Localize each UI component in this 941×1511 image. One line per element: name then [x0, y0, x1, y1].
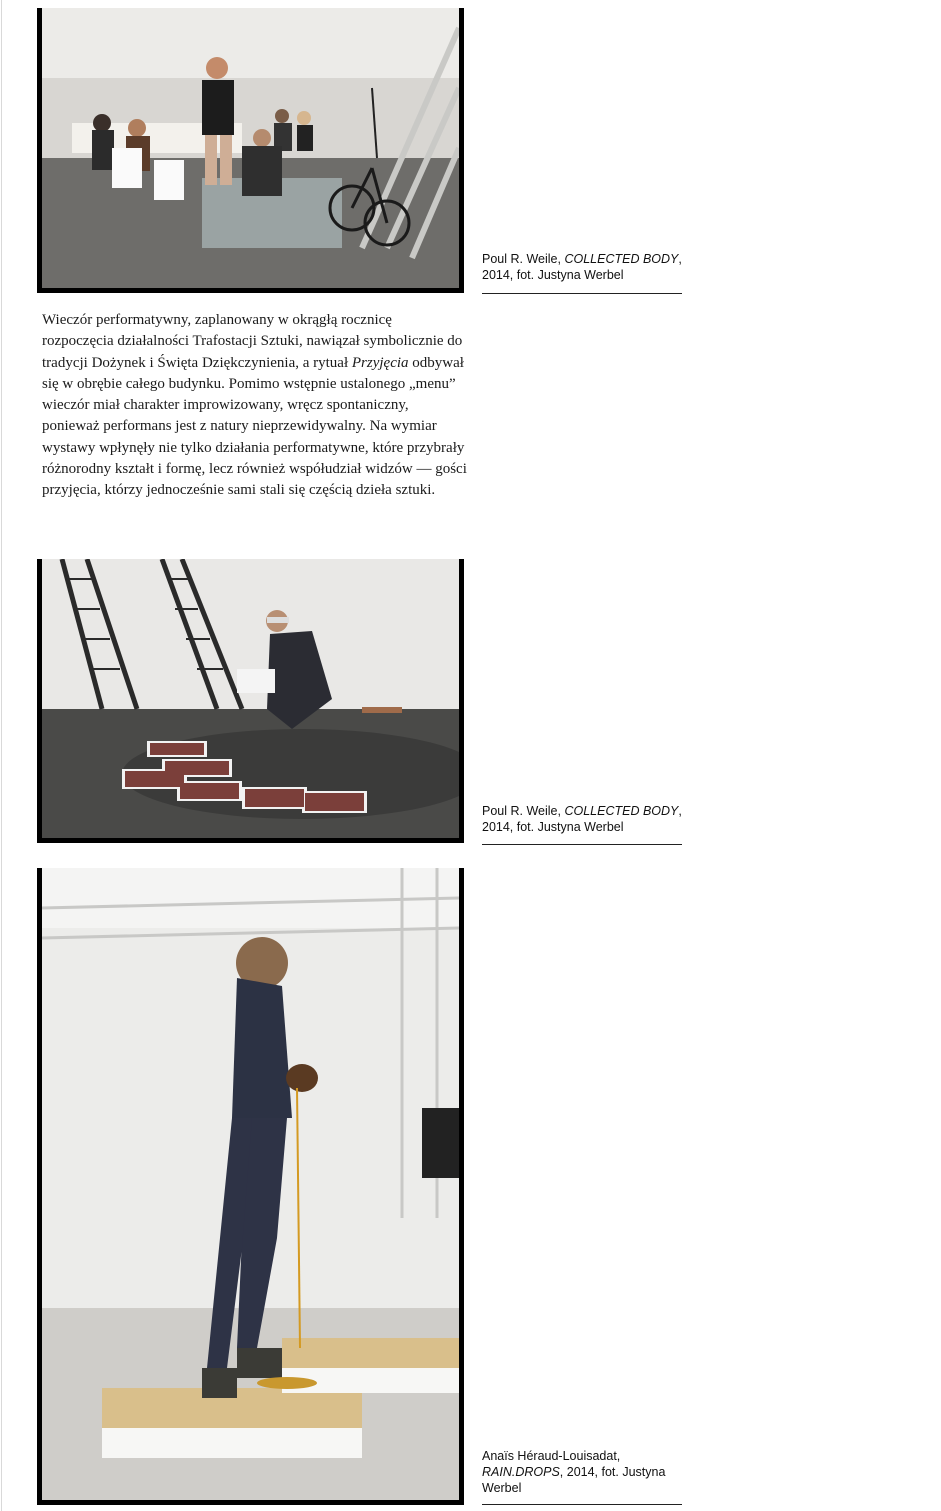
figure-1 — [37, 8, 464, 293]
paragraph-text-end: odbywał się w obrębie całego budynku. Pomimo wstępnie ustalonego „menu” wieczór miał charakter improwizowany, wręcz spontaniczny, ponieważ performans jest z natury nieprzewidywalny. Na wymiar wystawy wpłynęły nie tylko działania performatywne, które przybrały różnorodny kształt i formę, lecz również współudział widzów — gości przyjęcia, którzy jednocześnie sami stali się częścią dzieła sztuki. — [42, 354, 467, 499]
caption-credit: , 2014, fot. Justyna Werbel — [482, 1465, 666, 1495]
article-paragraph — [42, 310, 467, 502]
figure-1-caption — [482, 251, 682, 283]
figure-2 — [37, 559, 464, 843]
page-left-border — [1, 0, 2, 1511]
caption-artist: Poul R. Weile, — [482, 252, 565, 266]
figure-3 — [37, 868, 464, 1505]
caption-credit: , 2014, fot. Justyna Werbel — [482, 804, 682, 834]
figure-3-caption — [482, 1448, 682, 1496]
paragraph-emphasis: Przyjęcia — [351, 354, 409, 371]
paragraph-text-start: Wieczór performatywny, zaplanowany w okrągłą rocznicę rozpoczęcia działalności Trafostacji Sztuki, nawiązał symbolicznie do tradycji Dożynek i Święta Dziękczynienia, a rytuał — [42, 312, 463, 371]
caption-artist: Poul R. Weile, — [482, 804, 565, 818]
caption-title: COLLECTED BODY — [564, 804, 679, 818]
caption-title: COLLECTED BODY — [564, 252, 679, 266]
figure-2-caption — [482, 803, 682, 835]
ladder-photographs-photo[interactable] — [42, 559, 459, 838]
caption-credit: , 2014, fot. Justyna Werbel — [482, 252, 682, 282]
performance-dinner-photo[interactable] — [42, 8, 459, 288]
caption-title: RAIN.DROPS — [482, 1465, 560, 1479]
caption-divider — [482, 844, 682, 845]
caption-divider — [482, 1504, 682, 1505]
honey-pouring-photo[interactable] — [42, 868, 459, 1500]
caption-artist: Anaïs Héraud-Louisadat, — [482, 1449, 621, 1463]
caption-divider — [482, 293, 682, 294]
